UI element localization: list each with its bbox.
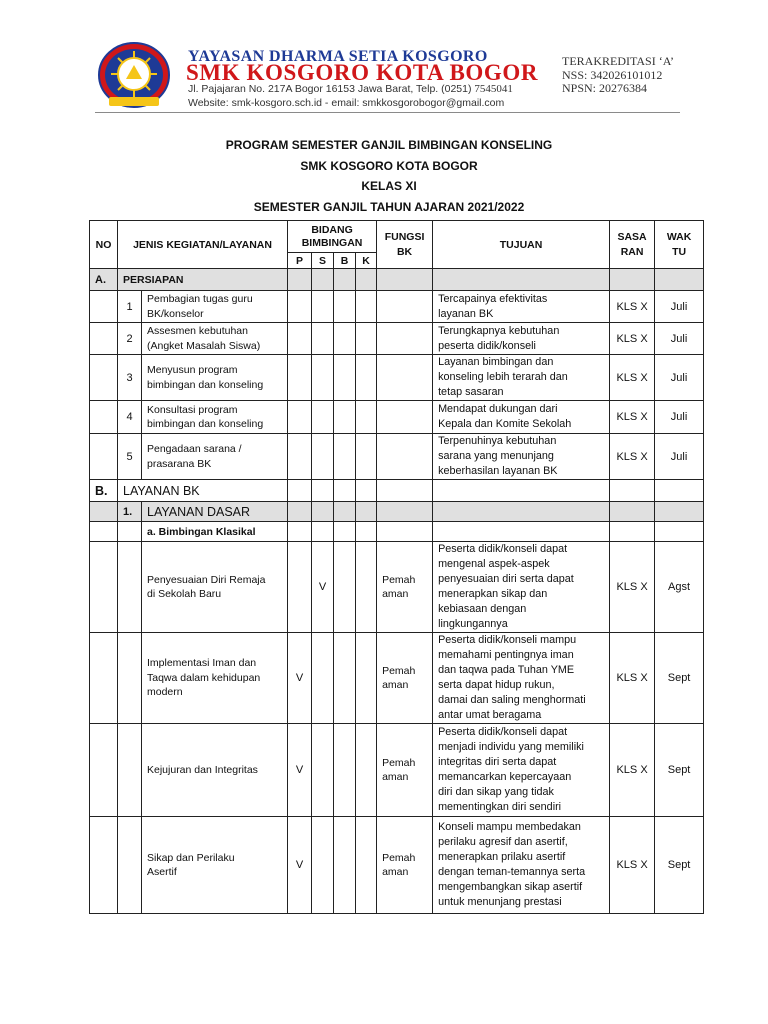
sasaran-cell: KLS X (610, 724, 655, 817)
accreditation-block (562, 55, 674, 96)
col-sasaran-header (610, 221, 655, 269)
col-jenis-header: JENIS KEGIATAN/LAYANAN (118, 221, 288, 269)
row-number: 2 (118, 323, 142, 355)
nss-number: NSS: 342026101012 (562, 67, 663, 82)
phone-number: 7545041 (474, 83, 513, 95)
col-b-header: B (334, 253, 356, 269)
bidang-k-cell (356, 817, 377, 914)
tujuan-cell: Konseli mampu membedakan perilaku agresif dan asertif, menerapkan prilaku asertif dengan teman-temannya serta mengembangkan sikap asertif untuk menunjang prestasi (433, 817, 610, 914)
sasaran-cell: KLS X (610, 434, 655, 480)
kegiatan-cell: Pembagian tugas guru BK/konselor (142, 291, 288, 323)
kegiatan-cell: Menyusun program bimbingan dan konseling (142, 355, 288, 401)
table-row (90, 401, 704, 434)
table-row (90, 724, 704, 817)
waktu-cell: Sept (655, 817, 704, 914)
bidang-b-cell (334, 724, 356, 817)
kegiatan-cell: Penyesuaian Diri Remaja di Sekolah Baru (142, 542, 288, 633)
bidang-s-cell (312, 724, 334, 817)
subsection-label: LAYANAN DASAR (142, 502, 288, 522)
sasaran-cell: KLS X (610, 323, 655, 355)
tujuan-cell: Peserta didik/konseli dapat menjadi individu yang memiliki integritas diri serta dapat memancarkan kepercayaan diri dan sikap yang tidak mementingkan diri sendiri (433, 724, 610, 817)
bidang-b-cell (334, 633, 356, 724)
row-number: 1 (118, 291, 142, 323)
section-row (90, 269, 704, 291)
fungsi-cell: Pemah aman (377, 542, 433, 633)
fungsi-cell: Pemah aman (377, 633, 433, 724)
sasaran-cell: KLS X (610, 355, 655, 401)
waktu-cell: Juli (655, 323, 704, 355)
waktu-cell: Juli (655, 401, 704, 434)
col-p-header: P (288, 253, 312, 269)
kegiatan-cell: Sikap dan Perilaku Asertif (142, 817, 288, 914)
row-number: 4 (118, 401, 142, 434)
tujuan-cell: Terpenuhinya kebutuhan sarana yang menunjang keberhasilan layanan BK (433, 434, 610, 480)
subsection-row (90, 502, 704, 522)
foundation-name: YAYASAN DHARMA SETIA KOSGORO (188, 48, 488, 65)
section-label: LAYANAN BK (118, 480, 288, 502)
fungsi-line1: FUNGSI (384, 230, 425, 243)
sasaran-cell: KLS X (610, 633, 655, 724)
tujuan-cell: Layanan bimbingan dan konseling lebih terarah dan tetap sasaran (433, 355, 610, 401)
bidang-line2: BIMBINGAN (301, 236, 363, 249)
col-tujuan-header: TUJUAN (433, 221, 610, 269)
waktu-line2: TU (672, 245, 687, 258)
address-text: Jl. Pajajaran No. 217A Bogor 16153 Jawa Barat, Telp. (0251) (188, 83, 472, 95)
section-row (90, 480, 704, 502)
semester-title: SEMESTER GANJIL TAHUN AJARAN 2021/2022 (253, 199, 525, 214)
bidang-s-cell: V (312, 542, 334, 633)
bidang-k-cell (356, 633, 377, 724)
col-s-header: S (312, 253, 334, 269)
fungsi-cell: Pemah aman (377, 724, 433, 817)
npsn-number: NPSN: 20276384 (562, 81, 648, 95)
table-row (90, 291, 704, 323)
section-label: PERSIAPAN (118, 269, 288, 291)
col-bidang-header (288, 221, 377, 253)
document-titles (88, 135, 690, 217)
waktu-cell: Sept (655, 633, 704, 724)
waktu-cell: Juli (655, 291, 704, 323)
waktu-cell: Sept (655, 724, 704, 817)
kegiatan-cell: Kejujuran dan Integritas (142, 724, 288, 817)
row-number: 5 (118, 434, 142, 480)
kegiatan-cell: Konsultasi program bimbingan dan konseling (142, 401, 288, 434)
col-waktu-header (655, 221, 704, 269)
sasaran-cell: KLS X (610, 542, 655, 633)
sasaran-cell: KLS X (610, 401, 655, 434)
tujuan-cell: Tercapainya efektivitas layanan BK (433, 291, 610, 323)
kegiatan-cell: Implementasi Iman dan Taqwa dalam kehidupan modern (142, 633, 288, 724)
program-title: PROGRAM SEMESTER GANJIL BIMBINGAN KONSELING (225, 138, 553, 152)
waktu-line1: WAK (666, 230, 692, 243)
kegiatan-cell: Pengadaan sarana / prasarana BK (142, 434, 288, 480)
school-name: SMK KOSGORO KOTA BOGOR (186, 60, 539, 85)
bidang-line1: BIDANG (311, 223, 353, 236)
bidang-p-cell: V (288, 724, 312, 817)
section-number: A. (90, 269, 118, 291)
table-row (90, 323, 704, 355)
bidang-b-cell (334, 817, 356, 914)
bidang-p-cell: V (288, 633, 312, 724)
fungsi-line2: BK (396, 245, 413, 258)
col-fungsi-header (377, 221, 433, 269)
section-number: B. (90, 480, 118, 502)
bidang-b-cell (334, 542, 356, 633)
kegiatan-cell: Assesmen kebutuhan (Angket Masalah Siswa) (142, 323, 288, 355)
table-row (90, 817, 704, 914)
table-row (90, 542, 704, 633)
tujuan-cell: Terungkapnya kebutuhan peserta didik/konseli (433, 323, 610, 355)
col-k-header: K (356, 253, 377, 269)
table-row (90, 633, 704, 724)
sasaran-line2: RAN (620, 245, 644, 258)
bidang-p-cell: V (288, 817, 312, 914)
tujuan-cell: Mendapat dukungan dari Kepala dan Komite Sekolah (433, 401, 610, 434)
tujuan-cell: Peserta didik/konseli dapat mengenal aspek-aspek penyesuaian diri serta dapat menerapkan sikap dan kebiasaan dengan lingkungannya (433, 542, 610, 633)
subsection-row (90, 522, 704, 542)
table-row (90, 355, 704, 401)
school-address (188, 83, 513, 95)
school-contact: Website: smk-kosgoro.sch.id - email: smkkosgorobogor@gmail.com (188, 97, 505, 109)
col-no-header: NO (90, 221, 118, 269)
waktu-cell: Agst (655, 542, 704, 633)
table-row (90, 434, 704, 480)
bidang-s-cell (312, 633, 334, 724)
sasaran-cell: KLS X (610, 291, 655, 323)
row-number: 3 (118, 355, 142, 401)
letterhead-divider (95, 112, 680, 113)
waktu-cell: Juli (655, 434, 704, 480)
subsection-number: 1. (118, 502, 142, 522)
school-logo (95, 41, 173, 111)
sasaran-line1: SASA (617, 230, 647, 243)
fungsi-cell: Pemah aman (377, 817, 433, 914)
subsection-label: a. Bimbingan Klasikal (142, 522, 288, 542)
bidang-k-cell (356, 724, 377, 817)
sasaran-cell: KLS X (610, 817, 655, 914)
program-table (89, 220, 704, 914)
bidang-p-cell (288, 542, 312, 633)
table-header-row (90, 221, 704, 253)
waktu-cell: Juli (655, 355, 704, 401)
school-title: SMK KOSGORO KOTA BOGOR (300, 158, 478, 173)
bidang-k-cell (356, 542, 377, 633)
accreditation-status: TERAKREDITASI ‘A’ (562, 54, 675, 68)
tujuan-cell: Peserta didik/konseli mampu memahami pentingnya iman dan taqwa pada Tuhan YME serta dapat hidup rukun, damai dan saling menghormati antar umat beragama (433, 633, 610, 724)
bidang-s-cell (312, 817, 334, 914)
class-title: KELAS XI (361, 179, 417, 193)
